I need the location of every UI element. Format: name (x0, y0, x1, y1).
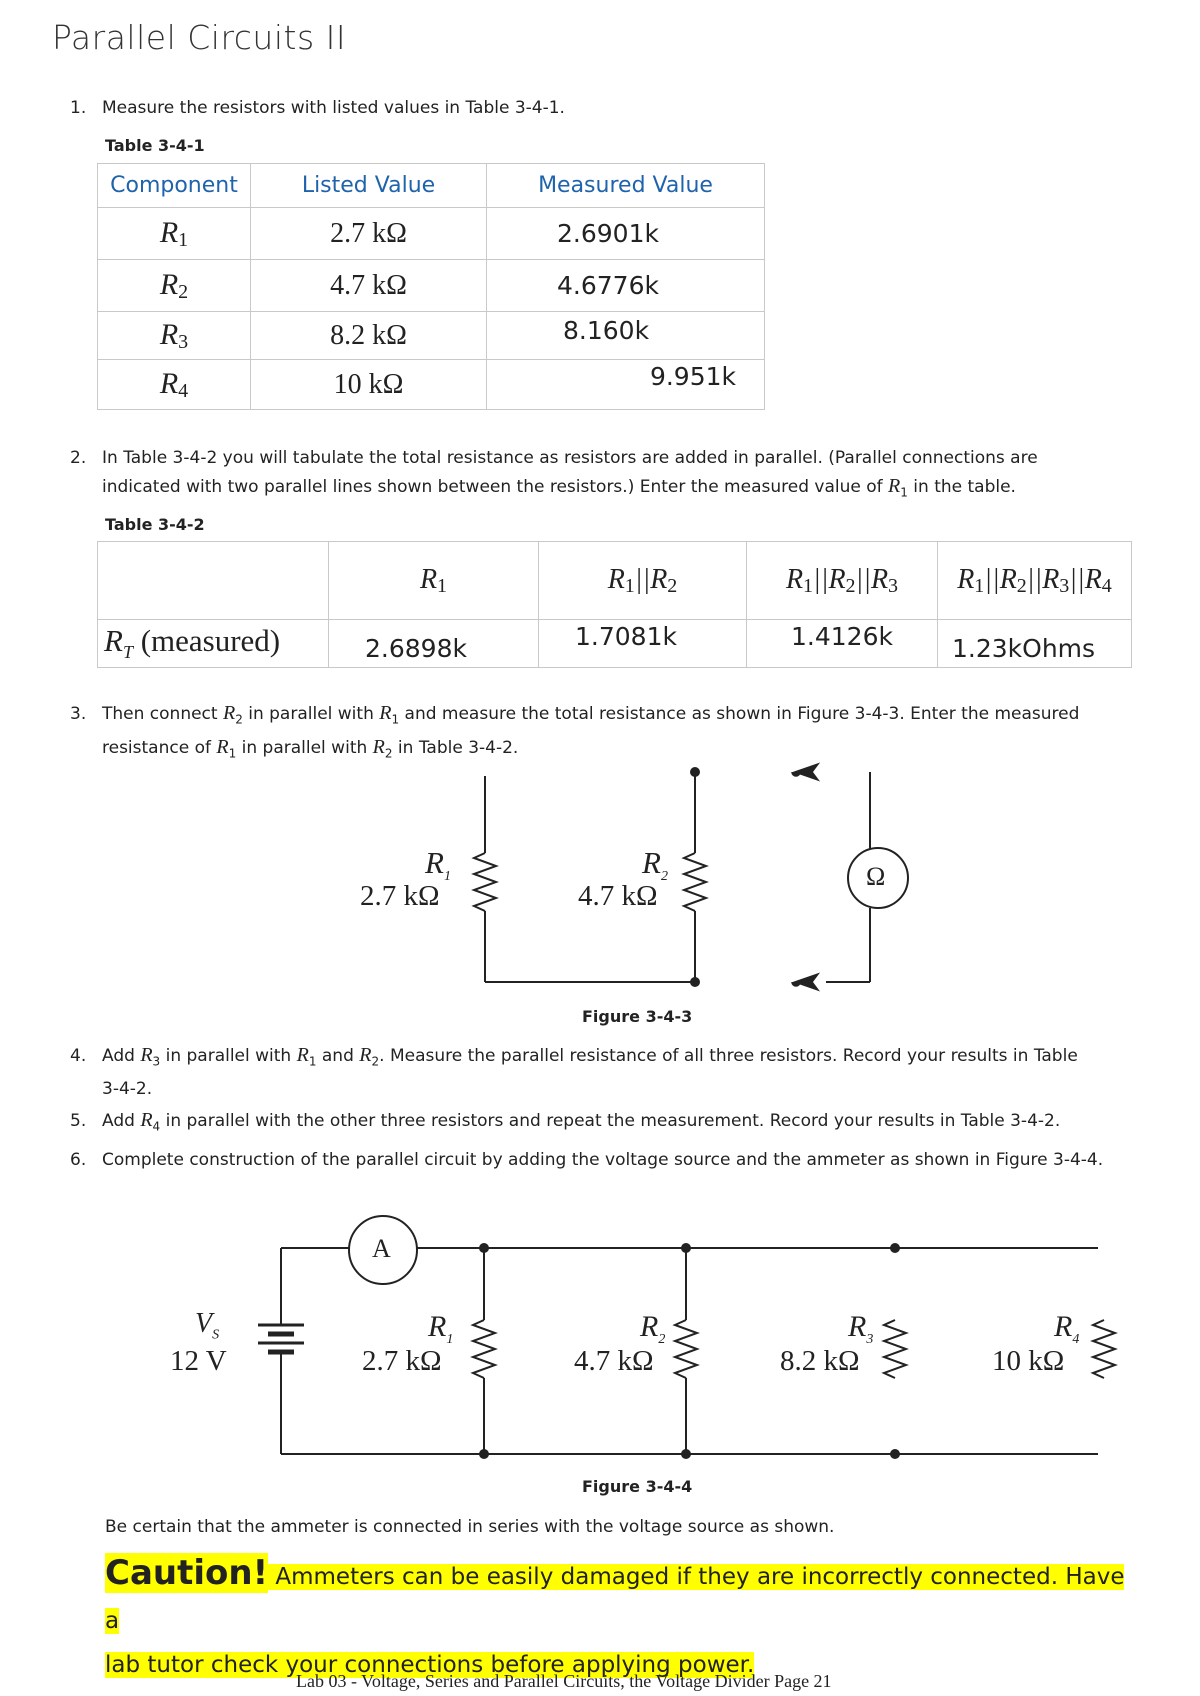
battery-symbol (258, 1325, 304, 1352)
junction-dot (681, 1243, 691, 1253)
junction-dot (479, 1449, 489, 1459)
r2-value: 4.7 kΩ (574, 1345, 654, 1377)
step-text: In Table 3-4-2 you will tabulate the total resistance as resistors are added in parallel. (Parallel connections are (102, 448, 1038, 468)
step-5: 5. Add $R_4$ in parallel with the other three resistors and repeat the measurement. Record your results in Table 3-4-2. (70, 1109, 1061, 1134)
terminal-dot (890, 1449, 900, 1459)
component-cell: $R_1$ (98, 208, 251, 260)
r3-label: $R_3$ (848, 1310, 874, 1347)
step-text: Measure the resistors with listed values in Table 3-4-1. (102, 98, 565, 118)
step-number: 6. (70, 1150, 87, 1170)
r1-value: 2.7 kΩ (360, 880, 440, 912)
column-header: $R_1||R_2||R_3||R_4$ (938, 542, 1132, 620)
r3-value: 8.2 kΩ (780, 1345, 860, 1377)
step-number: 2. (70, 448, 87, 468)
measured-value-cell: 2.6901k (487, 208, 765, 260)
r1-label: $R_1$ (425, 845, 451, 885)
listed-value-cell: 4.7 kΩ (251, 260, 487, 312)
resistor-r2-symbol (675, 1320, 697, 1378)
r2-label: $R_2$ (642, 845, 668, 885)
resistor-r1-symbol (473, 1320, 495, 1378)
step-number: 5. (70, 1111, 87, 1131)
r1-value: 2.7 kΩ (362, 1345, 442, 1377)
r2-label: $R_2$ (640, 1310, 666, 1347)
component-cell: $R_4$ (98, 360, 251, 410)
measured-value-cell: 9.951k (487, 360, 765, 410)
r4-label: $R_4$ (1054, 1310, 1080, 1347)
figure-caption: Figure 3-4-3 (582, 1007, 693, 1026)
component-cell: $R_2$ (98, 260, 251, 312)
total-resistance-cell: 1.4126k (747, 620, 938, 668)
total-resistance-cell: 2.6898k (329, 620, 539, 668)
listed-value-cell: 8.2 kΩ (251, 312, 487, 360)
page-title: Parallel Circuits II (52, 18, 347, 57)
r2-value: 4.7 kΩ (578, 880, 658, 912)
column-header: $R_1||R_2||R_3$ (747, 542, 938, 620)
measured-value-cell: 4.6776k (487, 260, 765, 312)
ohm-symbol: Ω (866, 862, 886, 891)
step-number: 3. (70, 704, 87, 724)
column-header: Measured Value (487, 164, 765, 208)
total-resistance-cell: 1.23kOhms (938, 620, 1132, 668)
figure-caption: Figure 3-4-4 (582, 1477, 693, 1496)
column-header: Listed Value (251, 164, 487, 208)
junction-dot (681, 1449, 691, 1459)
caution-text: lab tutor check your connections before applying power. (105, 1652, 755, 1678)
caution-text: Ammeters can be easily damaged if they are incorrectly connected. Have a (105, 1564, 1125, 1634)
table-caption: Table 3-4-1 (105, 136, 205, 155)
ammeter-note: Be certain that the ammeter is connected in series with the voltage source as shown. (105, 1517, 835, 1537)
terminal-dot (890, 1243, 900, 1253)
listed-value-cell: 2.7 kΩ (251, 208, 487, 260)
measured-value-cell: 8.160k (487, 312, 765, 360)
table-caption: Table 3-4-2 (105, 515, 205, 534)
step-4: 4. Add $R_3$ in parallel with $R_1$ and $R_2$. Measure the parallel resistance of all three resistors. Record your results in Table 3-4-2. (70, 1044, 1078, 1100)
resistor-r4-symbol (1093, 1320, 1115, 1378)
resistor-r3-symbol (884, 1320, 906, 1378)
step-number: 4. (70, 1046, 87, 1066)
r4-value: 10 kΩ (992, 1345, 1065, 1377)
column-header: Component (98, 164, 251, 208)
step-6: 6. Complete construction of the parallel circuit by adding the voltage source and the ammeter as shown in Figure 3-4-4. (70, 1146, 1103, 1174)
listed-value-cell: 10 kΩ (251, 360, 487, 410)
source-label: $V_S$ (195, 1308, 220, 1343)
step-2: 2. In Table 3-4-2 you will tabulate the total resistance as resistors are added in parallel. (Parallel connections are indicated with two parallel lines shown between the resistors.) Enter the measured value of $R_1$ in the table. (70, 444, 1038, 506)
step-number: 1. (70, 98, 87, 118)
ammeter-label: A (372, 1234, 391, 1263)
caution-box (105, 1552, 1135, 1688)
caution-heading: Caution! (105, 1553, 269, 1593)
junction-dot (479, 1243, 489, 1253)
page-footer: Lab 03 - Voltage, Series and Parallel Circuits, the Voltage Divider Page 21 (296, 1671, 832, 1691)
column-header: $R_1$ (329, 542, 539, 620)
r1-label: $R_1$ (428, 1310, 454, 1347)
total-resistance-cell: 1.7081k (539, 620, 747, 668)
column-header: $R_1||R_2$ (539, 542, 747, 620)
step-3: 3. Then connect $R_2$ in parallel with $R_1$ and measure the total resistance as shown in Figure 3-4-3. Enter the measured resistance of $R_1$ in parallel with $R_2$ in Table 3-4-2. (70, 702, 1080, 761)
row-label: $R_T$ (measured) (98, 620, 329, 668)
component-cell: $R_3$ (98, 312, 251, 360)
source-value: 12 V (170, 1345, 227, 1377)
